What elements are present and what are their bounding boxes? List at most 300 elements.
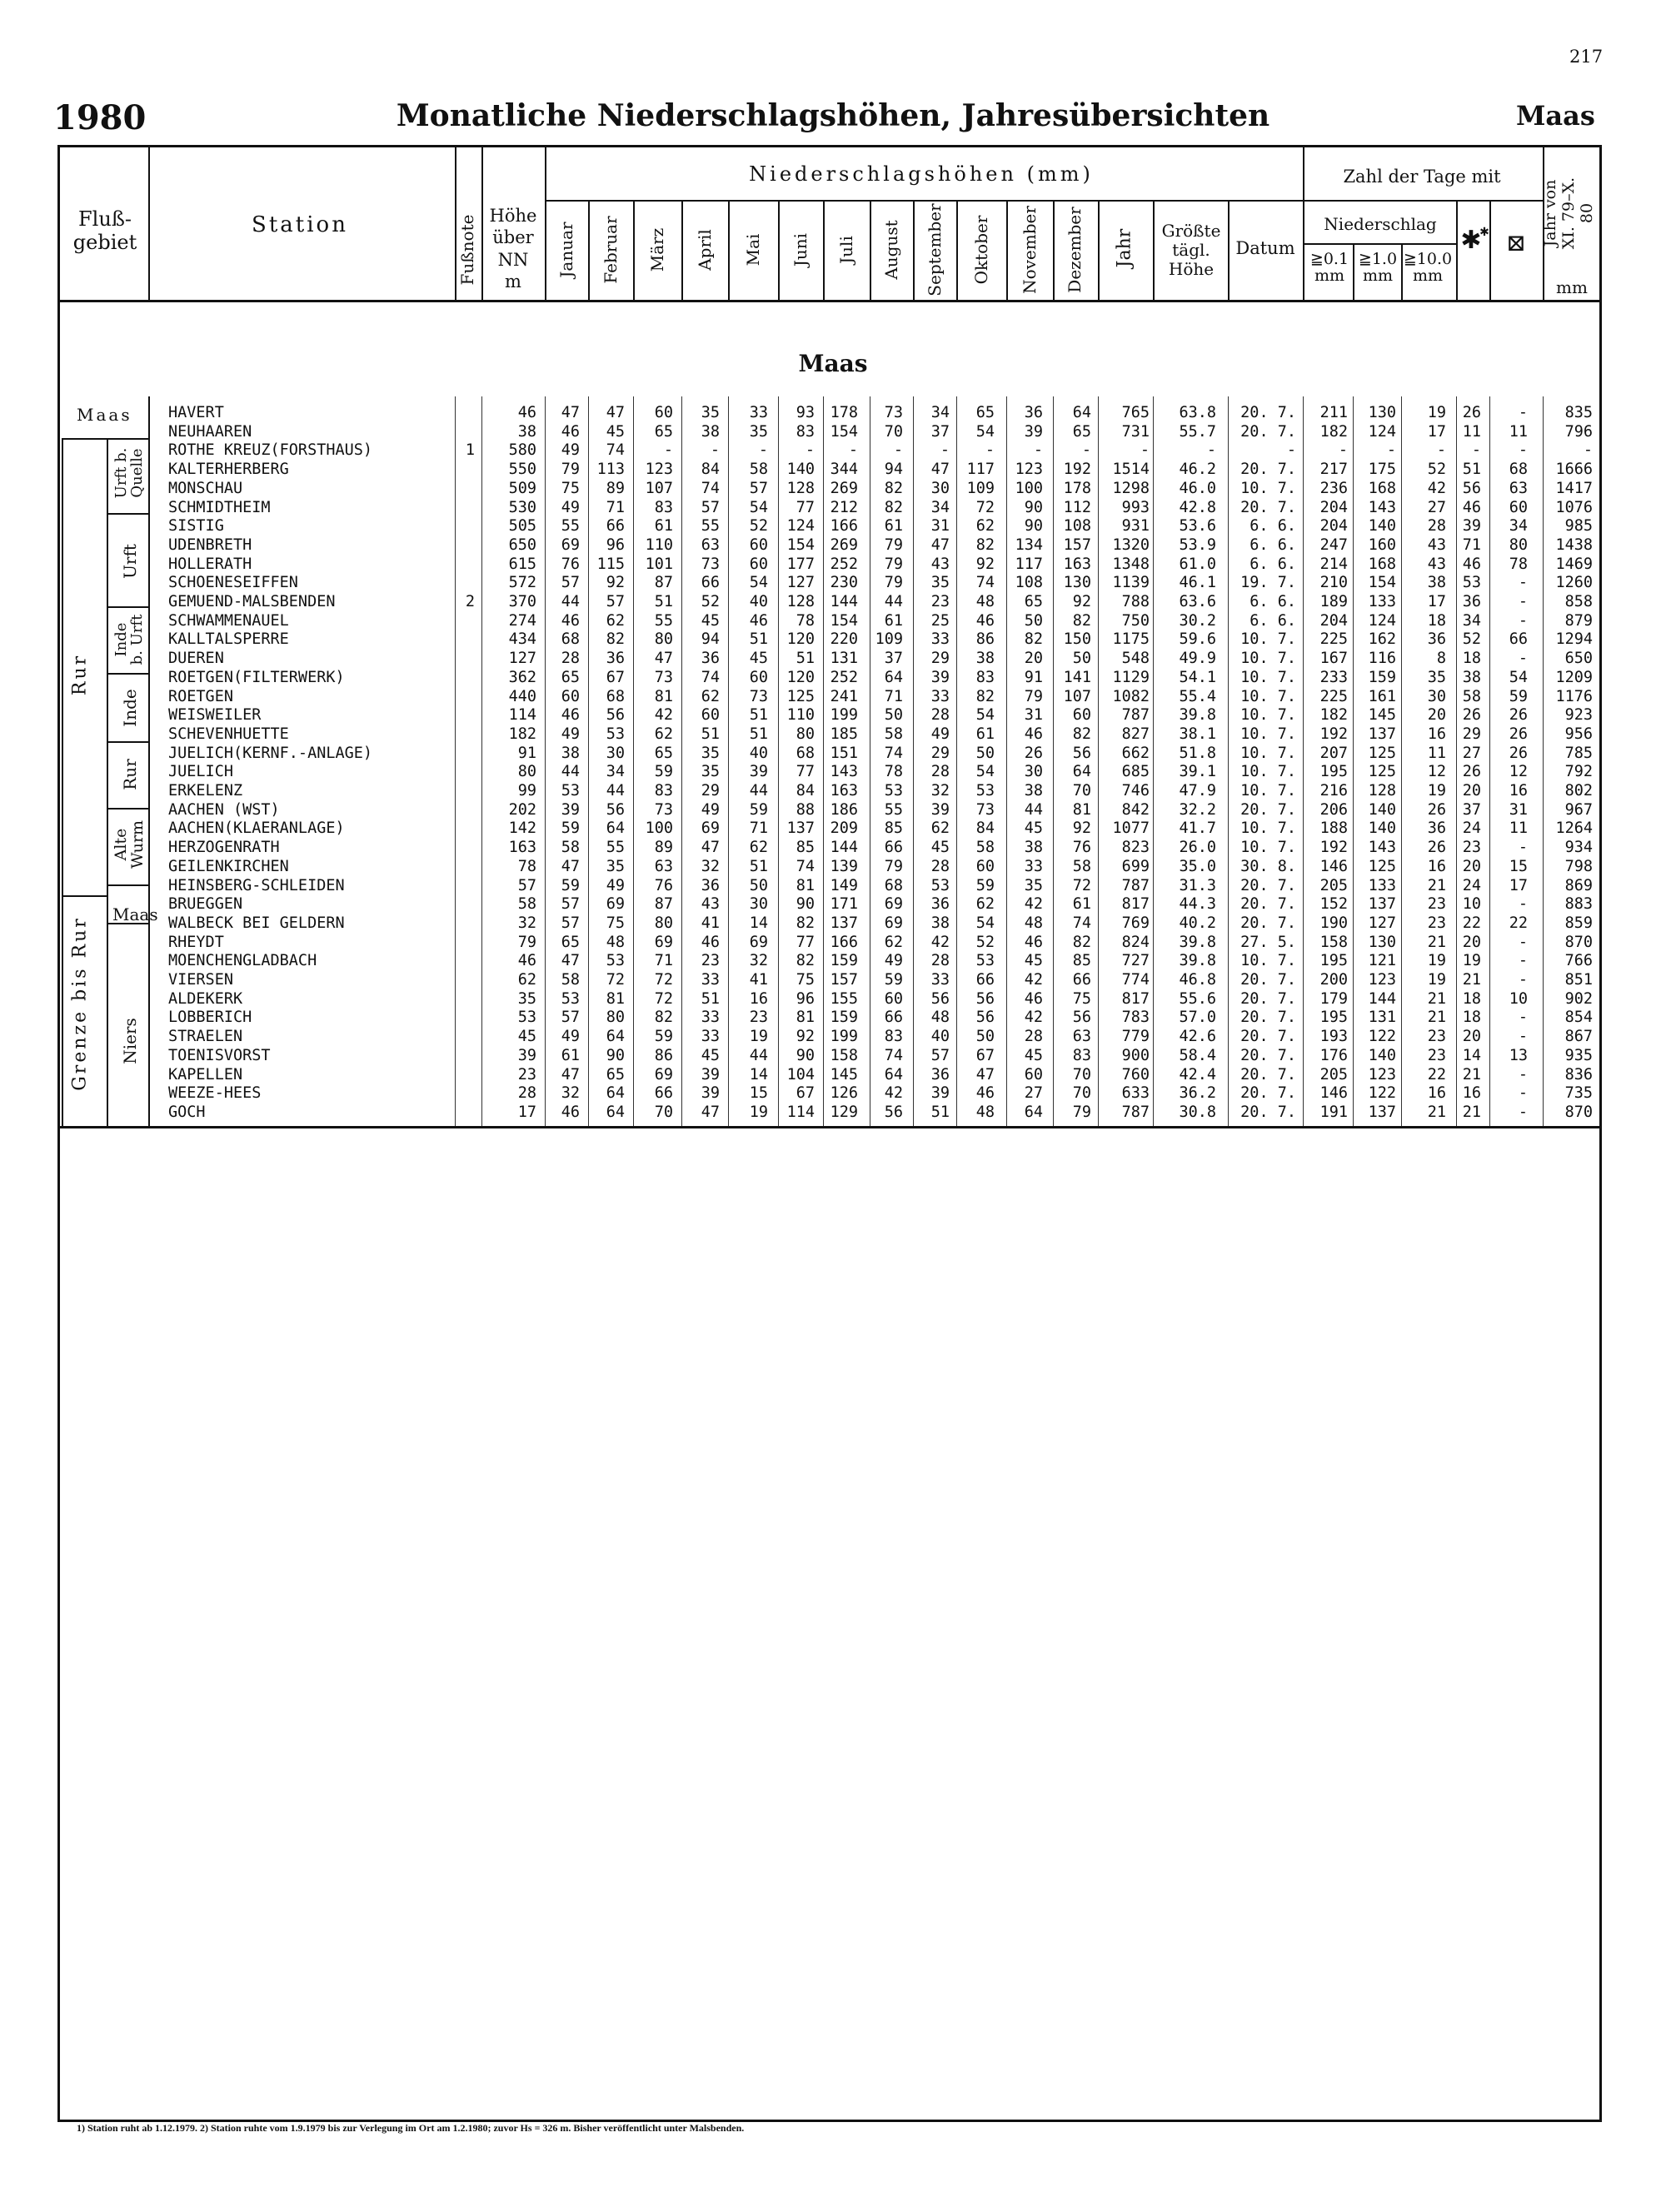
max-daily: - [1206,441,1216,460]
storm-days: - [1518,593,1528,610]
month-value: 33 [1024,857,1043,875]
snow-days: 71 [1462,536,1481,554]
hydro-year-total: 870 [1564,933,1593,951]
station-elevation: 142 [508,820,536,838]
max-date: 20. 7. [1240,914,1296,932]
days-10-0: 20 [1427,706,1446,725]
month-value: 83 [975,668,995,686]
storm-days: - [1518,404,1528,421]
max-date: 10. 7. [1240,839,1296,857]
snow-days: 21 [1462,1065,1481,1084]
zahl-tage-sub-rule [1303,200,1543,202]
station-elevation: 509 [508,479,536,497]
month-value: 82 [796,952,815,970]
month-value: 62 [654,725,673,743]
month-value: 45 [1024,952,1043,970]
month-value: 92 [1072,820,1091,838]
month-value: 49 [606,876,625,894]
month-value: 65 [1072,422,1091,441]
month-value: 65 [654,744,673,762]
month-value: 50 [1024,611,1043,630]
header-niederschlag: Niederschlagshöhen (mm) [749,162,1094,186]
max-daily: 42.8 [1179,498,1216,516]
days-10-0: 21 [1427,933,1446,951]
month-value: 83 [884,1028,903,1046]
hydro-year-total: 766 [1564,952,1593,970]
month-value: 62 [884,933,903,951]
hydro-year-total: 798 [1564,857,1593,875]
month-value: 82 [1072,611,1091,630]
year-total: 1129 [1112,668,1150,686]
station-elevation: 53 [517,1009,536,1027]
days-10-0: 19 [1427,952,1446,970]
body-column-line [455,396,456,1126]
month-value: - [848,441,858,460]
region-label: Maas [1516,100,1595,132]
month-value: 46 [975,1084,995,1103]
station-name: SCHEVENHUETTE [168,725,289,743]
snow-days: 18 [1462,989,1481,1008]
month-value: 69 [654,933,673,951]
month-value: 39 [749,763,768,781]
month-value: 85 [1072,952,1091,970]
month-value: 66 [975,971,995,989]
month-value: 87 [654,895,673,914]
month-value: 141 [1063,668,1091,686]
month-value: 57 [930,1046,950,1064]
station-elevation: 530 [508,498,536,516]
days-0-1: 158 [1319,933,1348,951]
month-value: 38 [1024,839,1043,857]
month-value: 65 [561,668,580,686]
max-daily: 39.8 [1179,952,1216,970]
header-zahl-tage: Zahl der Tage mit [1343,167,1501,187]
month-value: 58 [561,971,580,989]
month-value: 82 [1024,630,1043,649]
station-elevation: 572 [508,574,536,592]
max-daily: 39.8 [1179,933,1216,951]
month-value: 123 [1015,461,1043,479]
month-value: 90 [606,1046,625,1064]
month-value: 47 [701,839,720,857]
station-elevation: 505 [508,517,536,536]
month-value: 124 [786,517,815,536]
days-1-0: 128 [1368,782,1396,800]
hydro-year-total: 867 [1564,1028,1593,1046]
month-value: 84 [975,820,995,838]
month-value: 114 [786,1103,815,1121]
month-value: 47 [561,404,580,421]
station-elevation: 62 [517,971,536,989]
station-elevation: 46 [517,404,536,421]
month-value: 82 [1072,933,1091,951]
month-value: 64 [606,1103,625,1121]
month-value: 90 [1024,498,1043,516]
month-value: 46 [561,611,580,630]
month-value: 163 [830,782,858,800]
snow-icon: ✱ [1460,226,1482,255]
rur-grenze-rule [62,895,107,897]
year-total: 633 [1121,1084,1150,1103]
month-value: 15 [749,1084,768,1103]
station-elevation: 38 [517,422,536,441]
month-value: 74 [701,479,720,497]
month-value: 57 [561,895,580,914]
station-name: AACHEN(KLAERANLAGE) [168,820,345,838]
month-value: 64 [1072,763,1091,781]
month-value: 47 [561,1065,580,1084]
month-value: 96 [796,989,815,1008]
station-elevation: 78 [517,857,536,875]
storm-days: - [1518,839,1528,857]
month-value: 85 [796,839,815,857]
month-value: 45 [1024,820,1043,838]
month-value: 85 [884,820,903,838]
month-value: 63 [701,536,720,554]
month-value: 101 [645,555,673,573]
snow-days: 46 [1462,498,1481,516]
max-date: 10. 7. [1240,668,1296,686]
month-value: 72 [975,498,995,516]
month-value: 46 [561,1103,580,1121]
month-value: 65 [1024,593,1043,610]
max-date: 10. 7. [1240,687,1296,705]
station-elevation: 182 [508,725,536,743]
days-10-0: 23 [1427,895,1446,914]
days-0-1: 190 [1319,914,1348,932]
snow-days: 16 [1462,1084,1481,1103]
station-name: RHEYDT [168,933,224,951]
days-10-0: 36 [1427,630,1446,649]
header-hoehe: Höhe über NN m [489,206,537,291]
days-0-1: 195 [1319,952,1348,970]
month-value: 70 [1072,782,1091,800]
station-name: STRAELEN [168,1028,243,1046]
snow-days: 46 [1462,555,1481,573]
month-value: 69 [884,914,903,932]
max-daily: 55.4 [1179,687,1216,705]
hydro-year-total: 869 [1564,876,1593,894]
storm-days: - [1518,933,1528,951]
month-value: 58 [884,725,903,743]
month-value: 53 [606,725,625,743]
snow-days: 20 [1462,933,1481,951]
max-date: 20. 7. [1240,1028,1296,1046]
month-value: 56 [975,989,995,1008]
station-elevation: 58 [517,895,536,914]
month-value: 53 [606,952,625,970]
station-elevation: 35 [517,989,536,1008]
station-elevation: 550 [508,461,536,479]
storm-days: - [1518,971,1528,989]
month-value: 79 [884,857,903,875]
month-value: 127 [786,574,815,592]
max-date: 30. 8. [1240,857,1296,875]
month-value: 40 [749,593,768,610]
month-value: 56 [606,706,625,725]
max-date: 20. 7. [1240,895,1296,914]
month-value: 38 [975,650,995,668]
days-1-0: 123 [1368,971,1396,989]
month-value: 47 [654,650,673,668]
table-bottom-rule [57,1126,1602,1128]
month-value: 269 [830,536,858,554]
month-value: 55 [561,517,580,536]
days-1-0: - [1386,441,1396,460]
month-value: 57 [561,574,580,592]
month-value: 42 [1024,971,1043,989]
station-elevation: 32 [517,914,536,932]
station-name: KALTERHERBERG [168,461,289,479]
station-elevation: 114 [508,706,536,725]
storm-days: 11 [1509,422,1528,441]
header-datum: Datum [1235,238,1295,258]
days-10-0: 21 [1427,876,1446,894]
days-0-1: 204 [1319,498,1348,516]
thunderstorm-icon: ⊠ [1506,229,1526,257]
header-column-line [455,145,456,300]
days-10-0: 22 [1427,1065,1446,1084]
month-value: 80 [606,1009,625,1027]
storm-days: 34 [1509,517,1528,536]
month-value: 64 [1072,404,1091,421]
month-value: 35 [701,763,720,781]
month-value: 90 [796,895,815,914]
year-total: 774 [1121,971,1150,989]
snow-days: 23 [1462,839,1481,857]
max-daily: 63.8 [1179,404,1216,421]
header-column-line [1098,200,1100,300]
days-0-1: 176 [1319,1046,1348,1064]
snow-days: 21 [1462,971,1481,989]
station-elevation: 39 [517,1046,536,1064]
year-total: 824 [1121,933,1150,951]
days-0-1: 189 [1319,593,1348,610]
max-date: 10. 7. [1240,744,1296,762]
hydro-year-total: 1076 [1555,498,1593,516]
month-value: 54 [749,498,768,516]
hydro-year-total: 934 [1564,839,1593,857]
page-title: Monatliche Niederschlagshöhen, Jahresübersichten [396,98,1270,133]
days-0-1: 204 [1319,517,1348,536]
days-0-1: 195 [1319,763,1348,781]
storm-days: - [1518,1009,1528,1027]
month-value: 23 [701,952,720,970]
month-value: 69 [749,933,768,951]
storm-days: 68 [1509,461,1528,479]
header-threshold-10-0: ≧10.0 mm [1403,250,1453,285]
max-date: 20. 7. [1240,1103,1296,1121]
storm-days: - [1518,574,1528,592]
body-column-line [1153,396,1154,1126]
station-elevation: 46 [517,952,536,970]
month-value: 71 [749,820,768,838]
month-value: 32 [749,952,768,970]
month-value: 53 [884,782,903,800]
month-value: - [985,441,995,460]
month-value: 53 [975,952,995,970]
station-name: MOENCHENGLADBACH [168,952,317,970]
month-value: 29 [701,782,720,800]
month-value: 86 [975,630,995,649]
month-value: 159 [830,1009,858,1027]
month-value: 32 [561,1084,580,1103]
month-value: 30 [606,744,625,762]
station-name: UDENBRETH [168,536,252,554]
days-10-0: 52 [1427,461,1446,479]
month-value: 45 [606,422,625,441]
month-value: 49 [561,725,580,743]
footnote-ref: 1 [465,441,475,460]
month-value: 28 [1024,1028,1043,1046]
station-name: SCHWAMMENAUEL [168,611,289,630]
station-name: GEMUEND-MALSBENDEN [168,593,336,610]
month-value: 33 [749,404,768,421]
month-value: 51 [930,1103,950,1121]
footnote-ref: 2 [465,593,475,610]
month-value: 47 [930,461,950,479]
month-value: 252 [830,555,858,573]
month-value: 28 [930,763,950,781]
page-year: 1980 [53,98,147,137]
days-1-0: 125 [1368,857,1396,875]
days-1-0: 137 [1368,1103,1396,1121]
month-value: 63 [654,857,673,875]
days-0-1: 152 [1319,895,1348,914]
year-total: 769 [1121,914,1150,932]
month-value: 113 [596,461,625,479]
section-title: Maas [798,350,868,377]
max-date: 19. 7. [1240,574,1296,592]
month-value: 42 [1024,895,1043,914]
storm-days: - [1518,1028,1528,1046]
month-value: 82 [654,1009,673,1027]
snow-days: 26 [1462,706,1481,725]
max-daily: 49.9 [1179,650,1216,668]
month-value: - [1033,441,1043,460]
month-value: - [710,441,720,460]
month-value: 44 [561,763,580,781]
month-value: - [940,441,950,460]
year-total: 1298 [1112,479,1150,497]
station-name: WEEZE-HEES [168,1084,262,1103]
month-value: 69 [606,895,625,914]
station-name: HEINSBERG-SCHLEIDEN [168,876,345,894]
month-value: 75 [606,914,625,932]
month-value: 51 [701,725,720,743]
month-value: 48 [606,933,625,951]
days-10-0: 36 [1427,820,1446,838]
month-value: 54 [975,763,995,781]
days-10-0: 38 [1427,574,1446,592]
month-value: 79 [561,461,580,479]
month-value: 73 [975,800,995,819]
month-value: 50 [884,706,903,725]
month-value: 126 [830,1084,858,1103]
year-total: - [1140,441,1150,460]
header-month-oktober: Oktober [971,215,991,285]
month-value: 66 [606,517,625,536]
storm-days: 22 [1509,914,1528,932]
days-1-0: 133 [1368,876,1396,894]
storm-days: - [1518,1084,1528,1103]
days-1-0: 123 [1368,1065,1396,1084]
days-10-0: 42 [1427,479,1446,497]
month-value: 65 [606,1065,625,1084]
month-value: 44 [884,593,903,610]
max-date: 20. 7. [1240,461,1296,479]
days-1-0: 175 [1368,461,1396,479]
month-value: 157 [830,971,858,989]
fluss-outer-divider [107,438,108,1126]
days-0-1: 182 [1319,422,1348,441]
month-value: 42 [654,706,673,725]
max-daily: 55.7 [1179,422,1216,441]
max-daily: 39.1 [1179,763,1216,781]
max-daily: 39.8 [1179,706,1216,725]
month-value: 241 [830,687,858,705]
month-value: 59 [561,876,580,894]
month-value: 51 [654,593,673,610]
month-value: 107 [1063,687,1091,705]
month-value: 48 [930,1009,950,1027]
days-1-0: 140 [1368,517,1396,536]
month-value: 37 [884,650,903,668]
station-name: MONSCHAU [168,479,243,497]
month-value: 44 [606,782,625,800]
month-value: 81 [796,1009,815,1027]
month-value: 166 [830,517,858,536]
month-value: 29 [930,744,950,762]
snow-days: 38 [1462,668,1481,686]
month-value: 72 [1072,876,1091,894]
max-date: - [1286,441,1296,460]
month-value: 60 [749,555,768,573]
max-date: 20. 7. [1240,800,1296,819]
header-month-august: August [881,220,901,280]
month-value: 92 [796,1028,815,1046]
header-jahr: Jahr [1114,228,1135,268]
month-value: 108 [1063,517,1091,536]
header-column-line [681,200,683,300]
month-value: 40 [749,744,768,762]
month-value: 137 [786,820,815,838]
month-value: 58 [1072,857,1091,875]
station-name: JUELICH(KERNF.-ANLAGE) [168,744,373,762]
month-value: 47 [975,1065,995,1084]
max-date: 10. 7. [1240,650,1296,668]
year-total: 827 [1121,725,1150,743]
month-value: 58 [975,839,995,857]
days-0-1: 207 [1319,744,1348,762]
max-date: 10. 7. [1240,479,1296,497]
station-name: NEUHAAREN [168,422,252,441]
month-value: 39 [1024,422,1043,441]
max-date: 10. 7. [1240,725,1296,743]
month-value: 89 [654,839,673,857]
month-value: 76 [561,555,580,573]
month-value: 158 [830,1046,858,1064]
group-urft-quelle: Urft b. Quelle [112,447,146,499]
month-value: 82 [796,914,815,932]
station-name: JUELICH [168,763,233,781]
month-value: 82 [975,536,995,554]
days-10-0: 43 [1427,536,1446,554]
days-1-0: 143 [1368,498,1396,516]
storm-days: 11 [1509,820,1528,838]
days-1-0: 122 [1368,1084,1396,1103]
days-10-0: 8 [1436,650,1446,668]
